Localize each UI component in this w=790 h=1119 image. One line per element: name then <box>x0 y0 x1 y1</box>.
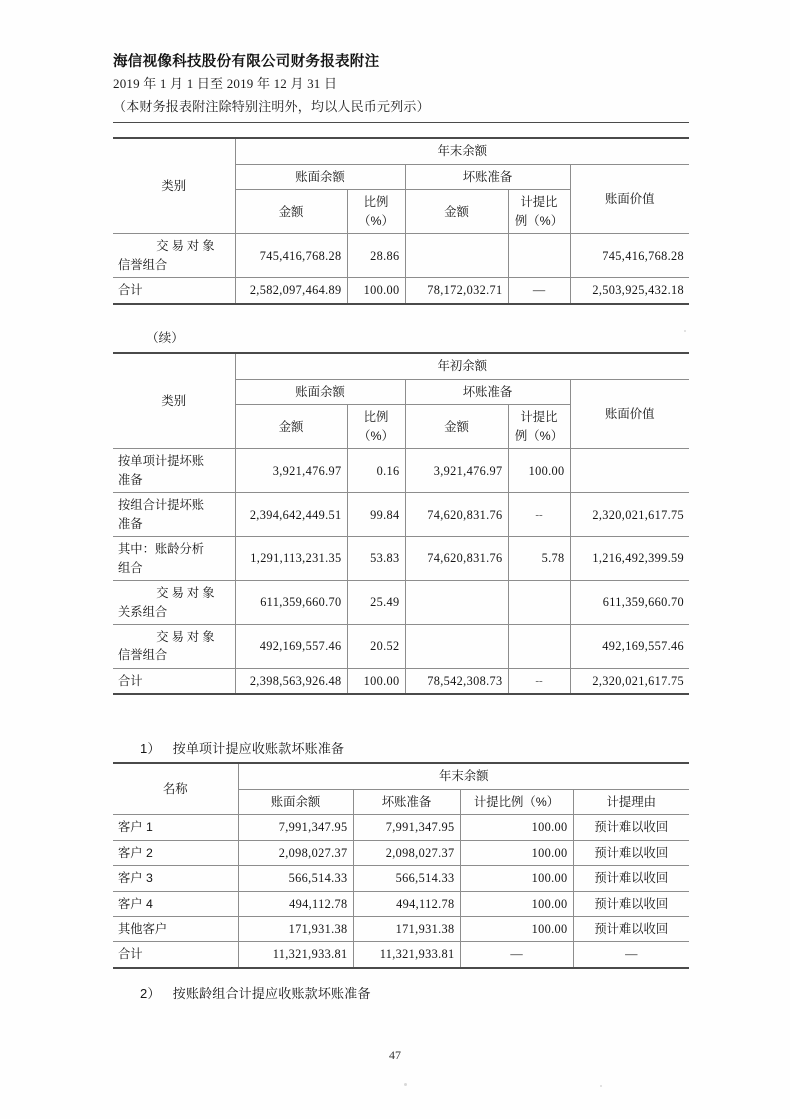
header-provision-ratio-unit: 例（%） <box>514 428 564 443</box>
cell-provision-ratio: 100.00 <box>460 891 573 916</box>
total-ratio: 100.00 <box>347 668 405 694</box>
total-book-balance: 2,398,563,926.48 <box>235 668 347 694</box>
cell-customer-name: 客户 2 <box>113 840 238 865</box>
total-label: 合计 <box>113 278 235 304</box>
cell-ratio: 53.83 <box>347 537 405 581</box>
row-category <box>113 449 235 493</box>
table-row <box>113 891 689 916</box>
header-provision-ratio <box>508 405 570 449</box>
total-book-balance: 11,321,933.81 <box>238 942 353 968</box>
total-bad-debt: 78,542,308.73 <box>405 668 508 694</box>
section-1-heading <box>140 738 344 757</box>
cell-ratio: 0.16 <box>347 449 405 493</box>
cell-book-balance: 2,098,027.37 <box>238 840 353 865</box>
scan-artifact <box>404 1083 407 1086</box>
row-category-line2: 准备 <box>118 472 143 487</box>
scan-artifact <box>600 1085 602 1087</box>
table-header-row <box>113 763 689 789</box>
row-category-line2: 准备 <box>118 516 143 531</box>
total-label: 合计 <box>113 942 238 968</box>
header-provision-ratio-label: 计提比 <box>520 410 558 425</box>
row-category-line2: 信誉组合 <box>118 648 168 663</box>
cell-provision-reason: 预计难以收回 <box>573 815 689 840</box>
header-bad-debt-provision: 坏账准备 <box>405 164 570 190</box>
table-row <box>113 815 689 840</box>
cell-customer-name: 客户 4 <box>113 891 238 916</box>
row-category <box>113 537 235 581</box>
header-name: 名称 <box>113 763 238 815</box>
header-ratio <box>347 405 405 449</box>
header-amount: 金额 <box>235 190 347 234</box>
cell-bad-debt: 2,098,027.37 <box>353 840 460 865</box>
scan-artifact <box>684 330 686 332</box>
row-category <box>113 624 235 668</box>
individual-provision-table <box>113 762 689 969</box>
cell-ratio: 20.52 <box>347 624 405 668</box>
header-bad-debt-provision: 坏账准备 <box>405 379 570 405</box>
cell-book-value: 745,416,768.28 <box>570 234 689 278</box>
cell-customer-name: 客户 1 <box>113 815 238 840</box>
cell-ratio: 28.86 <box>347 234 405 278</box>
year-end-balance-table <box>113 137 689 305</box>
page-title: 海信视像科技股份有限公司财务报表附注 <box>113 54 380 70</box>
currency-unit-note: （本财务报表附注除特别注明外，均以人民币元列示） <box>113 96 689 123</box>
table-total-row <box>113 278 689 304</box>
cell-provision-reason: 预计难以收回 <box>573 891 689 916</box>
year-begin-balance-table <box>113 352 689 695</box>
header-provision-ratio-unit: 例（%） <box>514 213 564 228</box>
header-ratio-unit: （%） <box>358 428 394 443</box>
table-row <box>113 234 689 278</box>
row-category-line1: 交易对象 <box>156 629 218 644</box>
header-provision-ratio <box>508 190 570 234</box>
header-book-value: 账面价值 <box>570 379 689 449</box>
cell-provision-ratio: 100.00 <box>460 866 573 891</box>
cell-bad-debt: 74,620,831.76 <box>405 493 508 537</box>
cell-customer-name: 其他客户 <box>113 916 238 941</box>
cell-provision-ratio <box>508 581 570 625</box>
cell-provision-ratio: 100.00 <box>460 815 573 840</box>
header-ratio <box>347 190 405 234</box>
cell-provision-ratio: 100.00 <box>460 916 573 941</box>
total-book-value: 2,503,925,432.18 <box>570 278 689 304</box>
header-ratio-label: 比例 <box>363 410 389 425</box>
cell-book-balance: 492,169,557.46 <box>235 624 347 668</box>
header-book-value: 账面价值 <box>570 164 689 234</box>
cell-provision-reason: 预计难以收回 <box>573 866 689 891</box>
cell-book-value: 1,216,492,399.59 <box>570 537 689 581</box>
cell-ratio: 25.49 <box>347 581 405 625</box>
cell-book-balance: 566,514.33 <box>238 866 353 891</box>
cell-bad-debt: 494,112.78 <box>353 891 460 916</box>
total-bad-debt: 78,172,032.71 <box>405 278 508 304</box>
page-number: 47 <box>389 1048 401 1062</box>
reporting-period: 2019 年 1 月 1 日至 2019 年 12 月 31 日 <box>113 76 338 92</box>
cell-book-balance: 2,394,642,449.51 <box>235 493 347 537</box>
table-row <box>113 840 689 865</box>
table-row <box>113 449 689 493</box>
row-category <box>113 581 235 625</box>
table-header-row <box>113 353 689 379</box>
row-category-line1: 交易对象 <box>156 239 218 254</box>
section-2-index: 2） <box>140 986 161 1001</box>
row-category-line2: 组合 <box>118 560 143 575</box>
header-amount-2: 金额 <box>405 190 508 234</box>
section-1-index: 1） <box>140 741 161 756</box>
cell-book-balance: 171,931.38 <box>238 916 353 941</box>
row-category <box>113 493 235 537</box>
continued-label: （续） <box>146 331 184 345</box>
row-category-line2: 信誉组合 <box>118 257 168 272</box>
header-group-year-begin: 年初余额 <box>235 353 689 379</box>
header-category: 类别 <box>113 138 235 234</box>
cell-bad-debt: 3,921,476.97 <box>405 449 508 493</box>
cell-provision-ratio: 100.00 <box>508 449 570 493</box>
cell-book-value: 2,320,021,617.75 <box>570 493 689 537</box>
header-ratio-label: 比例 <box>363 195 389 210</box>
row-category-line1: 按单项计提坏账 <box>118 454 205 469</box>
table-total-row <box>113 668 689 694</box>
total-book-balance: 2,582,097,464.89 <box>235 278 347 304</box>
header-ratio-unit: （%） <box>358 213 394 228</box>
total-book-value: 2,320,021,617.75 <box>570 668 689 694</box>
header-category: 类别 <box>113 353 235 449</box>
section-1-title: 按单项计提应收账款坏账准备 <box>172 741 345 756</box>
header-book-balance: 账面余额 <box>235 379 405 405</box>
table-row <box>113 624 689 668</box>
table-row <box>113 493 689 537</box>
section-2-title: 按账龄组合计提应收账款坏账准备 <box>172 986 371 1001</box>
row-category-line1: 按组合计提坏账 <box>118 498 205 513</box>
cell-provision-ratio: -- <box>508 493 570 537</box>
table-row <box>113 581 689 625</box>
section-2-heading <box>140 983 371 1002</box>
total-ratio: 100.00 <box>347 278 405 304</box>
table-row <box>113 866 689 891</box>
total-provision-ratio: — <box>460 942 573 968</box>
header-provision-reason: 计提理由 <box>573 789 689 815</box>
cell-bad-debt: 171,931.38 <box>353 916 460 941</box>
total-provision-reason: — <box>573 942 689 968</box>
total-provision-ratio: — <box>508 278 570 304</box>
header-group-year-end: 年末余额 <box>238 763 689 789</box>
cell-provision-reason: 预计难以收回 <box>573 840 689 865</box>
header-amount: 金额 <box>235 405 347 449</box>
cell-ratio: 99.84 <box>347 493 405 537</box>
header-book-balance: 账面余额 <box>235 164 405 190</box>
table-row <box>113 916 689 941</box>
header-amount-2: 金额 <box>405 405 508 449</box>
cell-book-balance: 3,921,476.97 <box>235 449 347 493</box>
total-label: 合计 <box>113 668 235 694</box>
row-category <box>113 234 235 278</box>
cell-bad-debt <box>405 581 508 625</box>
header-provision-ratio: 计提比例（%） <box>460 789 573 815</box>
cell-book-balance: 7,991,347.95 <box>238 815 353 840</box>
header-bad-debt-provision: 坏账准备 <box>353 789 460 815</box>
cell-book-value <box>570 449 689 493</box>
cell-book-balance: 1,291,113,231.35 <box>235 537 347 581</box>
cell-bad-debt: 7,991,347.95 <box>353 815 460 840</box>
cell-provision-ratio <box>508 234 570 278</box>
total-provision-ratio: -- <box>508 668 570 694</box>
row-category-line1: 交易对象 <box>156 586 218 601</box>
cell-bad-debt <box>405 624 508 668</box>
row-category-line2: 关系组合 <box>118 604 168 619</box>
cell-customer-name: 客户 3 <box>113 866 238 891</box>
header-group-year-end: 年末余额 <box>235 138 689 164</box>
header-book-balance: 账面余额 <box>238 789 353 815</box>
cell-book-balance: 745,416,768.28 <box>235 234 347 278</box>
cell-provision-ratio <box>508 624 570 668</box>
document-header <box>113 52 689 123</box>
cell-bad-debt: 566,514.33 <box>353 866 460 891</box>
table-total-row <box>113 942 689 968</box>
cell-book-balance: 611,359,660.70 <box>235 581 347 625</box>
table-row <box>113 537 689 581</box>
cell-provision-ratio: 5.78 <box>508 537 570 581</box>
cell-book-balance: 494,112.78 <box>238 891 353 916</box>
cell-bad-debt <box>405 234 508 278</box>
row-category-line1: 其中：账龄分析 <box>118 542 205 557</box>
total-bad-debt: 11,321,933.81 <box>353 942 460 968</box>
cell-provision-ratio: 100.00 <box>460 840 573 865</box>
cell-book-value: 611,359,660.70 <box>570 581 689 625</box>
table-header-row <box>113 138 689 164</box>
cell-book-value: 492,169,557.46 <box>570 624 689 668</box>
header-provision-ratio-label: 计提比 <box>520 195 558 210</box>
cell-provision-reason: 预计难以收回 <box>573 916 689 941</box>
cell-bad-debt: 74,620,831.76 <box>405 537 508 581</box>
